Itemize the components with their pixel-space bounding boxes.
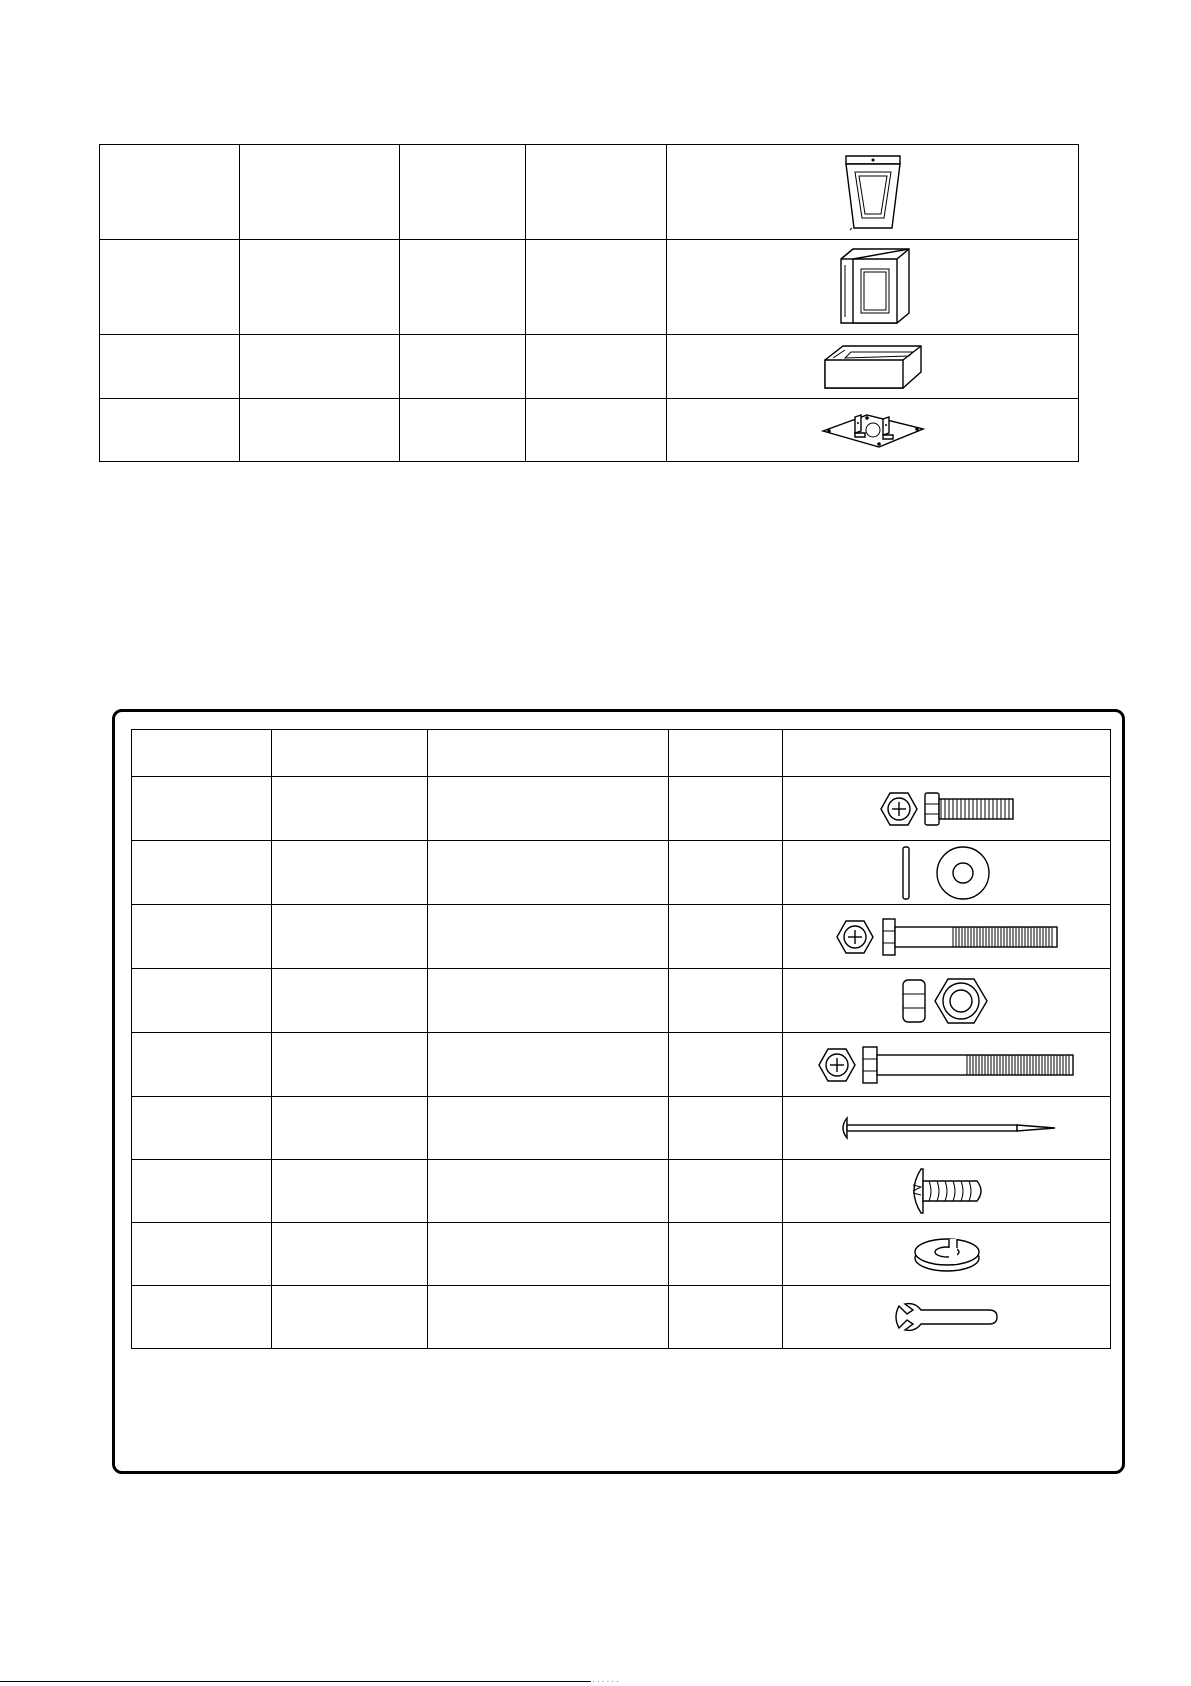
picture-cell [783, 905, 1111, 969]
table-cell [669, 969, 783, 1033]
picture-cell [667, 335, 1079, 399]
picture-cell [667, 399, 1079, 462]
picture-cell [783, 1097, 1111, 1160]
table-row [100, 399, 1079, 462]
table-cell [100, 335, 240, 399]
table-cell [240, 145, 400, 240]
picture-cell [783, 1033, 1111, 1097]
picture-cell [783, 777, 1111, 841]
flat-washer-icon [897, 844, 997, 902]
table-cell [100, 145, 240, 240]
table-header-row [132, 730, 1111, 777]
table-cell [400, 240, 526, 335]
table-cell [132, 730, 272, 777]
footer-text: · · · · · · [592, 1677, 620, 1686]
picture-cell [783, 841, 1111, 905]
table-cell [240, 399, 400, 462]
table-cell [428, 1160, 669, 1223]
table-cell [272, 1286, 428, 1349]
table-row [132, 841, 1111, 905]
table-cell [100, 240, 240, 335]
table-cell [526, 145, 667, 240]
table-cell [132, 1223, 272, 1286]
pin-nail-icon [837, 1113, 1057, 1143]
medium-hex-bolt-icon [835, 913, 1059, 961]
table-row [100, 145, 1079, 240]
picture-cell [667, 240, 1079, 335]
table-cell [132, 1160, 272, 1223]
table-cell [669, 1160, 783, 1223]
table-row [132, 969, 1111, 1033]
table-cell [428, 1286, 669, 1349]
table-row [132, 1097, 1111, 1160]
picture-cell [783, 969, 1111, 1033]
table-cell [400, 399, 526, 462]
table-cell [272, 969, 428, 1033]
table-cell [400, 145, 526, 240]
table-row [132, 1160, 1111, 1223]
table-cell [428, 777, 669, 841]
table-row [100, 335, 1079, 399]
table-cell [526, 335, 667, 399]
lock-washer-icon [911, 1234, 983, 1274]
hex-nut-icon [899, 975, 995, 1027]
table-cell [272, 905, 428, 969]
table-row [132, 1033, 1111, 1097]
picture-cell [783, 1223, 1111, 1286]
truss-head-screw-icon [905, 1165, 989, 1217]
table-row [132, 777, 1111, 841]
hardware-table [131, 729, 1111, 1349]
table-cell [132, 1097, 272, 1160]
table-cell [669, 1286, 783, 1349]
table-row [132, 905, 1111, 969]
picture-cell [667, 145, 1079, 240]
table-cell [100, 399, 240, 462]
table-cell [428, 905, 669, 969]
tapered-box-frame-icon [838, 150, 908, 234]
table-cell [272, 1097, 428, 1160]
picture-cell [783, 1160, 1111, 1223]
table-cell [428, 1097, 669, 1160]
table-cell [272, 777, 428, 841]
square-box-frame-icon [831, 245, 915, 329]
table-cell [428, 841, 669, 905]
picture-cell [783, 1286, 1111, 1349]
table-row [132, 1223, 1111, 1286]
table-cell [526, 240, 667, 335]
table-cell [272, 1033, 428, 1097]
open-tray-icon [821, 342, 925, 392]
table-cell [272, 730, 428, 777]
table-cell [428, 969, 669, 1033]
table-cell [132, 905, 272, 969]
table-cell [240, 240, 400, 335]
table-cell [132, 841, 272, 905]
table-cell [669, 905, 783, 969]
table-cell [669, 1097, 783, 1160]
table-cell [132, 1033, 272, 1097]
mounting-plate-icon [821, 407, 925, 453]
table-row [100, 240, 1079, 335]
table-cell [669, 777, 783, 841]
footer-rule [0, 1681, 591, 1682]
table-cell [669, 1223, 783, 1286]
table-cell [132, 1286, 272, 1349]
table-cell [428, 730, 669, 777]
table-cell [132, 969, 272, 1033]
table-cell [669, 730, 783, 777]
table-row [132, 1286, 1111, 1349]
table-cell [272, 841, 428, 905]
table-cell [240, 335, 400, 399]
parts-table [99, 144, 1079, 462]
long-hex-bolt-icon [817, 1041, 1077, 1089]
wrench-icon [893, 1300, 1001, 1334]
table-cell [783, 730, 1111, 777]
table-cell [272, 1160, 428, 1223]
table-cell [669, 1033, 783, 1097]
short-hex-bolt-icon [877, 785, 1017, 833]
table-cell [132, 777, 272, 841]
table-cell [428, 1223, 669, 1286]
table-cell [272, 1223, 428, 1286]
table-cell [400, 335, 526, 399]
table-cell [526, 399, 667, 462]
table-cell [669, 841, 783, 905]
table-cell [428, 1033, 669, 1097]
